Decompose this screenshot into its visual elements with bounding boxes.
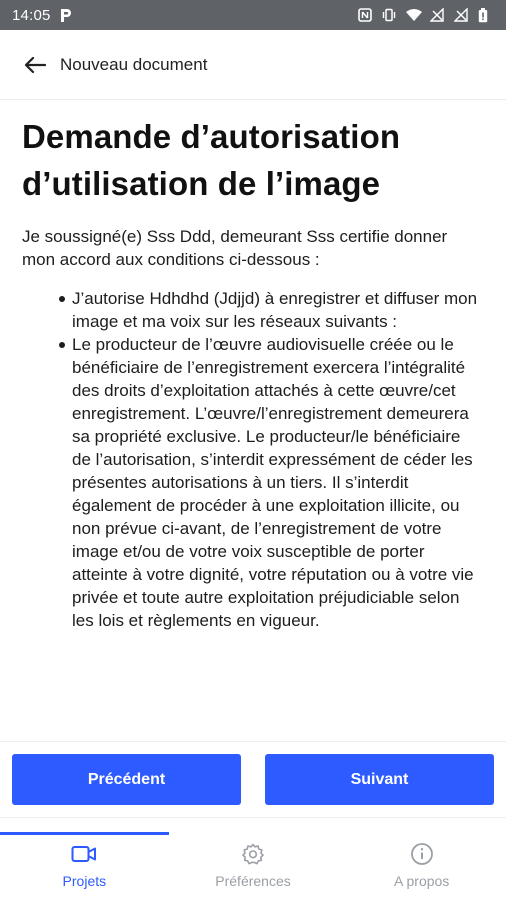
list-item: Le producteur de l’œuvre audiovisuelle créée ou le bénéficiaire de l’enregistrement exercera l’intégralité des droits d’exploitation attachés à cette œuvre/cet enregistrement. L’œuvre/l’enregistrement demeurera sa propriété exclusive. Le producteur/le bénéficiaire de l’autorisation, s’interdit expressément de céder les présentes autorisations à un tiers. Il s’interdit également de procéder à une exploitation illicite, ou non prévue ci-avant, de l’enregistrement de votre image et/ou de votre voix susceptible de porter atteinte à votre dignité, votre réputation ou à votre vie privée et toute autre exploitation préjudiciable selon les lois et règlements en vigueur. xyxy=(72,333,484,632)
back-button[interactable] xyxy=(22,52,48,78)
battery-icon xyxy=(478,8,492,22)
nav-label: Projets xyxy=(62,873,107,889)
gear-icon xyxy=(240,841,266,867)
divider xyxy=(0,741,506,742)
video-camera-icon xyxy=(71,841,97,867)
list-item: J’autorise Hdhdhd (Jdjjd) à enregistrer et diffuser mon image et ma voix sur les réseaux suivants : xyxy=(72,287,484,333)
next-button[interactable]: Suivant xyxy=(265,754,494,805)
parking-notification-icon xyxy=(59,8,72,23)
status-time: 14:05 xyxy=(12,6,51,24)
nav-label: A propos xyxy=(394,873,450,889)
app-bar xyxy=(0,30,506,100)
nav-item-projets[interactable] xyxy=(0,832,169,900)
previous-button[interactable]: Précédent xyxy=(12,754,241,805)
status-bar xyxy=(0,0,506,30)
signal-off-icon xyxy=(454,8,468,22)
nfc-icon xyxy=(358,8,372,22)
nav-item-a-propos[interactable] xyxy=(337,832,506,900)
conditions-list xyxy=(22,287,484,632)
info-icon xyxy=(409,841,435,867)
nav-item-preferences[interactable] xyxy=(169,832,338,900)
bottom-navigation xyxy=(0,832,506,900)
page-title: Nouveau document xyxy=(60,54,208,74)
wifi-icon xyxy=(406,8,420,22)
divider xyxy=(0,817,506,818)
nav-label: Préférences xyxy=(215,873,291,889)
document-title: Demande d’autorisation d’utilisation de l’image xyxy=(22,118,401,202)
vibrate-icon xyxy=(382,8,396,22)
status-icons xyxy=(358,8,492,22)
arrow-left-icon xyxy=(24,56,46,74)
document-content[interactable] xyxy=(0,101,506,741)
status-left xyxy=(12,7,72,24)
document-intro: Je soussigné(e) Sss Ddd, demeurant Sss certifie donner mon accord aux conditions ci-dessous : xyxy=(22,227,448,269)
signal-off-icon xyxy=(430,8,444,22)
